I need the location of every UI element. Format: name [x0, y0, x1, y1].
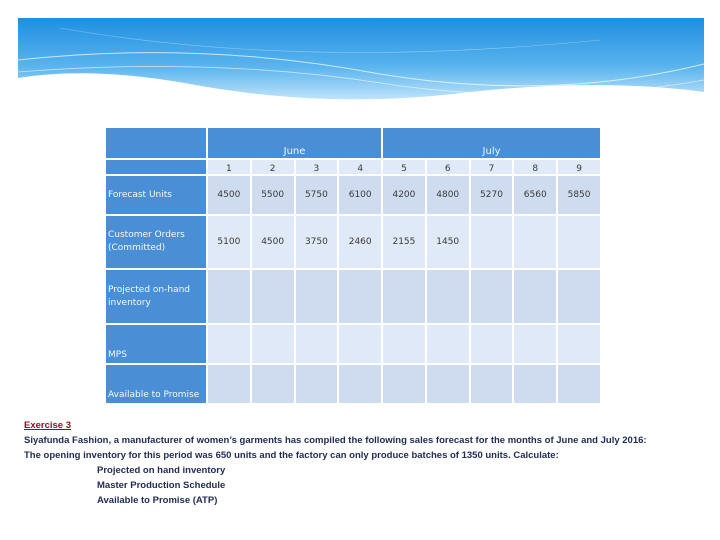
- table-cell: [296, 325, 338, 363]
- month-header-july: July: [383, 128, 600, 158]
- table-cell: [558, 216, 600, 268]
- table-cell: [252, 365, 294, 403]
- table-cell: 4800: [427, 176, 469, 214]
- table-cell: 4500: [252, 216, 294, 268]
- exercise-title: Exercise 3: [24, 420, 72, 431]
- row-label: Customer Orders (Committed): [106, 216, 206, 268]
- table-cell: [296, 270, 338, 323]
- exercise-item: Available to Promise (ATP): [97, 495, 218, 506]
- table-cell: 5750: [296, 176, 338, 214]
- period-label-blank: [106, 160, 206, 174]
- row-label: Available to Promise: [106, 365, 206, 403]
- table-cell: [339, 270, 381, 323]
- table-cell: [296, 365, 338, 403]
- table-cell: [208, 270, 250, 323]
- table-cell: 5270: [471, 176, 513, 214]
- period-cell: 9: [558, 160, 600, 174]
- table-cell: [558, 325, 600, 363]
- table-cell: 2155: [383, 216, 425, 268]
- table-cell: [383, 270, 425, 323]
- mps-table: [104, 126, 602, 405]
- month-header-june: June: [208, 128, 381, 158]
- table-cell: [252, 325, 294, 363]
- row-label: Projected on-hand inventory: [106, 270, 206, 323]
- table-cell: [427, 270, 469, 323]
- table-cell: [514, 365, 556, 403]
- month-header-row: [106, 128, 600, 158]
- table-cell: [427, 365, 469, 403]
- table-row-customer-orders: [106, 216, 600, 268]
- header-wave-banner: [0, 0, 720, 110]
- period-cell: 7: [471, 160, 513, 174]
- period-cell: 2: [252, 160, 294, 174]
- table-cell: [471, 365, 513, 403]
- period-cell: 5: [383, 160, 425, 174]
- table-cell: [471, 216, 513, 268]
- table-cell: 6100: [339, 176, 381, 214]
- exercise-item: Master Production Schedule: [97, 480, 226, 491]
- table-cell: [514, 325, 556, 363]
- table-cell: [339, 365, 381, 403]
- period-cell: 3: [296, 160, 338, 174]
- table-cell: 6560: [514, 176, 556, 214]
- table-cell: [383, 365, 425, 403]
- table-cell: 2460: [339, 216, 381, 268]
- header-corner: [106, 128, 206, 158]
- row-label: Forecast Units: [106, 176, 206, 214]
- table-cell: [208, 325, 250, 363]
- period-cell: 8: [514, 160, 556, 174]
- table-cell: [252, 270, 294, 323]
- period-number-row: [106, 160, 600, 174]
- table-cell: [514, 270, 556, 323]
- period-cell: 4: [339, 160, 381, 174]
- table-cell: [558, 270, 600, 323]
- table-cell: 4500: [208, 176, 250, 214]
- table-cell: [339, 325, 381, 363]
- table-cell: 1450: [427, 216, 469, 268]
- table-cell: [383, 325, 425, 363]
- table-cell: 5850: [558, 176, 600, 214]
- table-row-mps: [106, 325, 600, 363]
- table-row-available-to-promise: [106, 365, 600, 403]
- table-cell: 5500: [252, 176, 294, 214]
- row-label: MPS: [106, 325, 206, 363]
- table-cell: 5100: [208, 216, 250, 268]
- table-cell: 3750: [296, 216, 338, 268]
- table-row-forecast-units: [106, 176, 600, 214]
- period-cell: 6: [427, 160, 469, 174]
- exercise-text-block: [24, 418, 714, 508]
- table-row-projected-on-hand: [106, 270, 600, 323]
- table-cell: [471, 270, 513, 323]
- exercise-description: Siyafunda Fashion, a manufacturer of women’s garments has compiled the following sales forecast for the months of June and July 2016:: [24, 435, 647, 446]
- exercise-constraints: The opening inventory for this period was 650 units and the factory can only produce batches of 1350 units. Calculate:: [24, 450, 559, 461]
- table-cell: [427, 325, 469, 363]
- table-cell: [558, 365, 600, 403]
- table-cell: 4200: [383, 176, 425, 214]
- table-cell: [208, 365, 250, 403]
- table-cell: [471, 325, 513, 363]
- period-cell: 1: [208, 160, 250, 174]
- exercise-item: Projected on hand inventory: [97, 465, 226, 476]
- table-cell: [514, 216, 556, 268]
